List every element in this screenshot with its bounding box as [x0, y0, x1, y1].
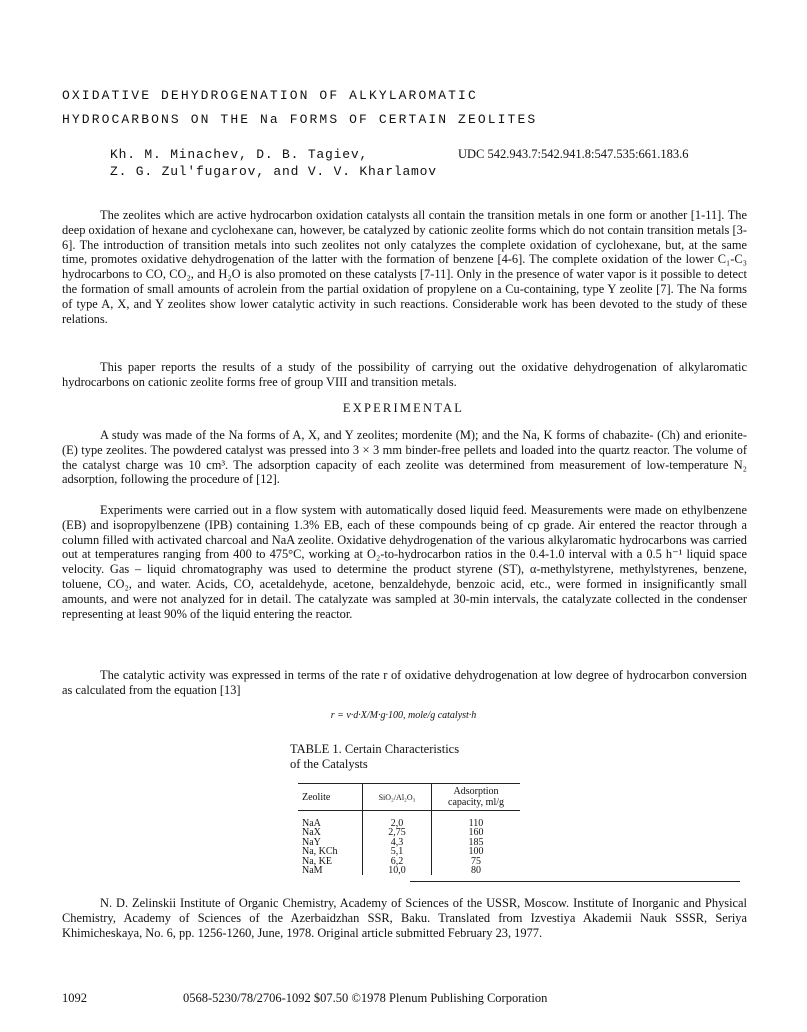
catalyst-table	[298, 783, 520, 875]
cell-adsorption: 80	[432, 866, 521, 875]
table-caption	[290, 742, 459, 771]
paragraph-aim: This paper reports the results of a study of the possibility of carrying out the oxidative dehydrogenation of alkylaromatic hydrocarbons on cationic zeolite forms free of group VIII and transition metals.	[62, 360, 747, 389]
cell-ratio: 6,2	[363, 857, 432, 866]
table-row	[298, 857, 520, 866]
cell-adsorption: 110	[432, 811, 521, 829]
table-caption-line-1: TABLE 1. Certain Characteristics	[290, 742, 460, 756]
cell-zeolite: NaM	[302, 865, 323, 877]
header-zeolite: Zeolite	[298, 784, 363, 811]
cell-ratio: 10,0	[363, 866, 432, 875]
paragraph-procedure: Experiments were carried out in a flow system with automatically dosed liquid feed. Measurements were made on ethylbenzene (EB) and isopropylbenzene (IPB) containing 1.3% EB, each of these compounds being of cp grade. Air entered the reactor through a column filled with activated charcoal and NaA zeolite. Oxidative dehydrogenation of the various alkylaromatic hydrocarbons was carried out at temperatures ranging from 400 to 475°C, working at O₂-to-hydrocarbon ratios in the 0.4-1.0 interval with a 0.5 h⁻¹ liquid space velocity. Gas – liquid chromatography was used to determine the product styrene (ST), α-methylstyrene, methylstyrenes, benzene, toluene, CO₂, and water. Acids, CO, acetaldehyde, acetone, benzaldehyde, benzoic acid, etc., were formed in insignificantly small amounts, and were not analyzed for in detail. The catalyzate was sampled at 30-min intervals, the catalyzate collected in the condenser representing at least 90% of the liquid entering the reactor.	[62, 503, 747, 621]
copyright-line: 0568-5230/78/2706-1092 $07.50 ©1978 Plenum Publishing Corporation	[183, 991, 548, 1005]
table-header-row	[298, 784, 520, 811]
rate-equation: r = v·d·X/M·g·100, mole/g catalyst·h	[330, 710, 477, 721]
header-adsorption: Adsorption capacity, ml/g	[432, 784, 521, 811]
table-row	[298, 811, 520, 829]
footnote-divider	[410, 881, 740, 882]
title-line-2: HYDROCARBONS ON THE Na FORMS OF CERTAIN ZEOLITES	[62, 112, 538, 127]
cell-adsorption: 185	[432, 838, 521, 847]
paragraph-intro: The zeolites which are active hydrocarbon oxidation catalysts all contain the transition metals in one form or another [1-11]. The deep oxidation of hexane and cyclohexane can, however, be catalyzed by cationic zeolite forms which do not contain transition metals [3-6]. The introduction of transition metals into such zeolites not only catalyzes the complete oxidation of cyclohexane, but, at the same time, promotes oxidative dehydrogenation of the latter with the formation of benzene [4-6]. The complete oxidation of the lower C₁-C₃ hydrocarbons to CO, CO₂, and H₂O is also promoted on these catalysts [7-11]. Only in the presence of water vapor is it possible to detect the formation of small amounts of acrolein from the partial oxidation of propylene on a Cu-containing, type Y zeolite [7]. The Na forms of type A, X, and Y zeolites show lower catalytic activity in such reactions. Considerable work has been devoted to the study of these relations.	[62, 208, 747, 326]
cell-zeolite: Na, KCh	[302, 846, 338, 858]
cell-ratio: 5,1	[363, 847, 432, 856]
title-line-1: OXIDATIVE DEHYDROGENATION OF ALKYLAROMATIC	[62, 88, 478, 103]
footnote-affiliation: N. D. Zelinskii Institute of Organic Chemistry, Academy of Sciences of the USSR, Moscow. Institute of Inorganic and Physical Chemistry, Academy of Sciences of the Azerbaidzhan SSR, Baku. Translated from Izvestiya Akademii Nauk SSSR, Seriya Khimicheskaya, No. 6, pp. 1256-1260, June, 1978. Original article submitted February 23, 1977.	[62, 896, 747, 940]
authors-line-1: Kh. M. Minachev, D. B. Tagiev,	[110, 147, 369, 162]
paragraph-activity: The catalytic activity was expressed in terms of the rate r of oxidative dehydrogenation at low degree of hydrocarbon conversion as calculated from the equation [13]	[62, 668, 747, 697]
cell-ratio: 4,3	[363, 838, 432, 847]
table-caption-line-2: of the Catalysts	[290, 756, 368, 771]
cell-zeolite: NaX	[302, 827, 321, 839]
cell-adsorption: 75	[432, 857, 521, 866]
section-heading-experimental: EXPERIMENTAL	[342, 401, 465, 415]
cell-ratio: 2,0	[363, 811, 432, 829]
cell-adsorption: 100	[432, 847, 521, 856]
header-ratio: SiO₂/Al₂O₃	[363, 784, 432, 811]
cell-ratio: 2,75	[363, 828, 432, 837]
cell-zeolite: NaA	[302, 818, 321, 829]
udc-code: UDC 542.943.7:542.941.8:547.535:661.183.6	[458, 147, 689, 161]
cell-zeolite: NaY	[302, 836, 321, 848]
paragraph-materials: A study was made of the Na forms of A, X, and Y zeolites; mordenite (M); and the Na, K forms of chabazite- (Ch) and erionite- (E) type zeolites. The powdered catalyst was pressed into 3 × 3 mm binder-free pellets and loaded into the quartz reactor. The volume of the catalyst charge was 10 cm³. The adsorption capacity of each zeolite was determined from measurement of low-temperature N₂ adsorption, following the procedure of [12].	[62, 428, 747, 487]
table-row	[298, 866, 520, 875]
cell-adsorption: 160	[432, 828, 521, 837]
page-number: 1092	[62, 991, 87, 1005]
cell-zeolite: Na, KE	[302, 855, 332, 867]
table-row	[298, 828, 520, 837]
authors-line-2: Z. G. Zul'fugarov, and V. V. Kharlamov	[110, 164, 437, 179]
